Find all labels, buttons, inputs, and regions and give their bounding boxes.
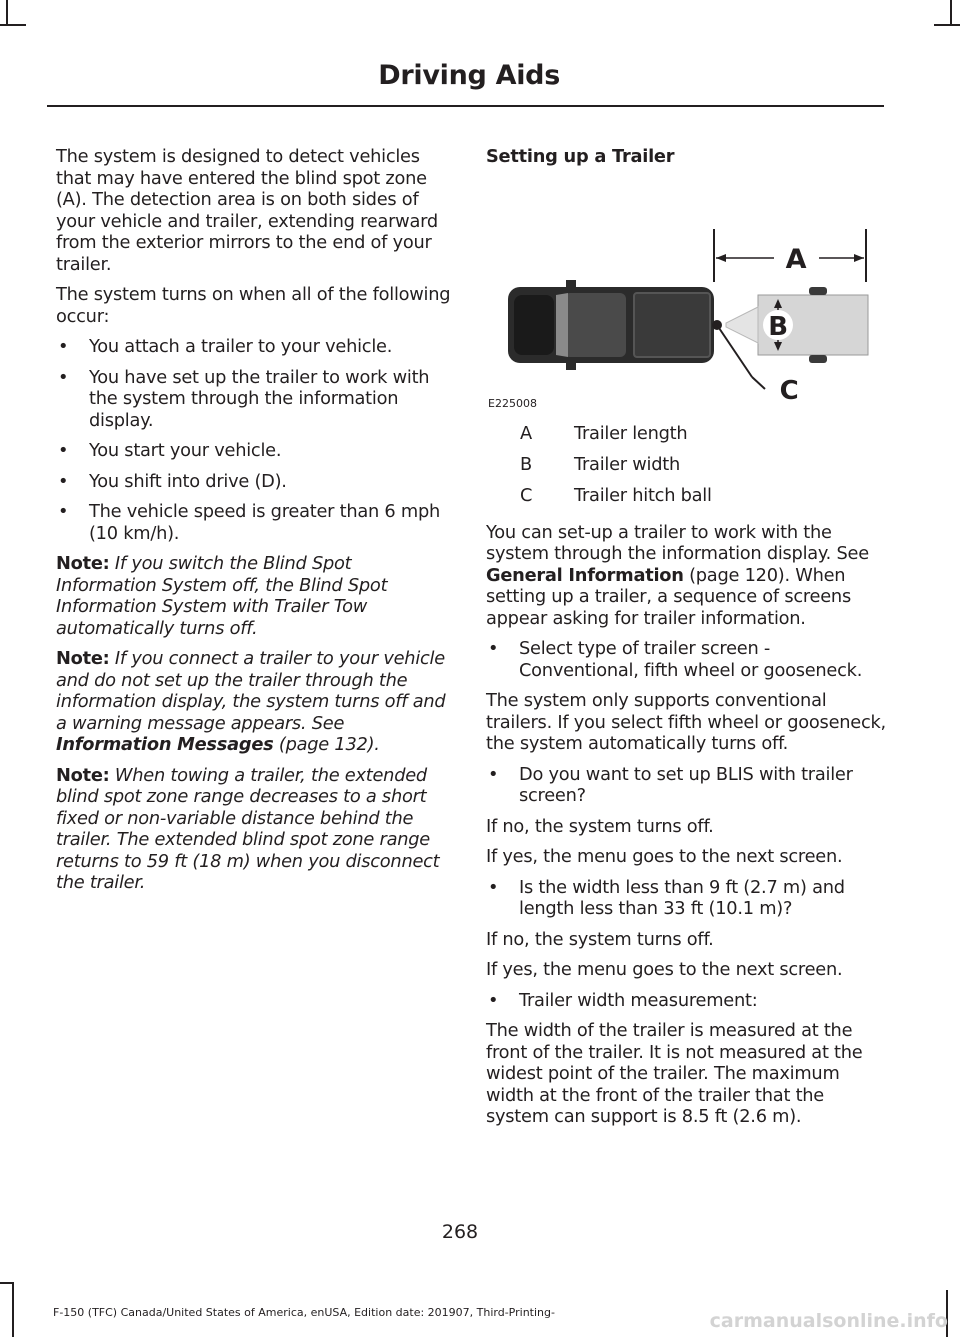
crop-mark: [934, 24, 960, 26]
if-yes-paragraph: If yes, the menu goes to the next screen.: [486, 846, 843, 867]
note-trailer-not-set-up: [56, 648, 451, 756]
section-heading: Setting up a Trailer: [486, 146, 675, 167]
crop-mark: [12, 1282, 14, 1337]
crop-mark: [6, 0, 8, 26]
truck-hood: [514, 295, 554, 355]
edition-line: F-150 (TFC) Canada/United States of America, enUSA, Edition date: 201907, Third-Printing-: [53, 1306, 555, 1319]
list-item: • You shift into drive (D).: [56, 471, 451, 493]
list-item: • You start your vehicle.: [56, 440, 451, 462]
truck-cab-roof: [564, 293, 626, 357]
note-text: If you switch the Blind Spot Information System off, the Blind Spot Information System with Trailer Tow automatically turns off.: [56, 553, 388, 639]
arrowhead: [716, 254, 726, 262]
list-item: • The vehicle speed is greater than 6 mph (10 km/h).: [56, 501, 451, 544]
note-towing-range: [56, 765, 451, 894]
list-item: • Is the width less than 9 ft (2.7 m) and length less than 33 ft (10.1 m)?: [486, 877, 886, 920]
pickup-truck: [508, 280, 714, 370]
left-column: [56, 146, 451, 903]
legend-text: Trailer hitch ball: [574, 485, 712, 507]
screen-list: [486, 877, 886, 920]
conditions-list: [56, 336, 451, 544]
note-label: Note:: [56, 648, 110, 669]
setup-text: You can set-up a trailer to work with the system through the information display. See: [486, 521, 869, 564]
screen-list: [486, 990, 886, 1012]
figure-legend: [486, 419, 886, 512]
page-title: Driving Aids: [378, 60, 560, 91]
legend-row: [486, 481, 886, 512]
list-item: • You attach a trailer to your vehicle.: [56, 336, 451, 358]
note-label: Note:: [56, 553, 110, 574]
xref-page: (page 120).: [683, 564, 790, 586]
setup-text-continued: When setting up a trailer, a sequence of screens appear asking for trailer information.: [486, 564, 851, 629]
screen-list: [486, 638, 886, 681]
trailer-diagram-svg: [486, 177, 886, 409]
crop-mark: [950, 0, 952, 26]
watermark: carmanualsonline.info: [709, 1310, 948, 1332]
legend-row: [486, 450, 886, 481]
arrowhead: [854, 254, 864, 262]
crop-mark: [0, 24, 26, 26]
legend-letter: B: [520, 454, 532, 476]
xref-page: (page 132).: [273, 734, 380, 755]
conditions-intro: The system turns on when all of the following occur:: [56, 284, 451, 327]
trailer-wheel: [809, 355, 827, 363]
legend-text: Trailer length: [574, 423, 688, 445]
note-blis-off: [56, 553, 451, 639]
screen-list: [486, 764, 886, 807]
intro-paragraph: The system is designed to detect vehicles that may have entered the blind spot zone (A). The detection area is on both sides of your vehicle and trailer, extending rearward from the exterior mirrors to the end of your trailer.: [56, 146, 438, 275]
width-paragraph: The width of the trailer is measured at the front of the trailer. It is not measured at the widest point of the trailer. The maximum width at the front of the trailer that the system can support is 8.5 ft (2.6 m).: [486, 1020, 863, 1127]
truck-mirror: [566, 362, 576, 370]
right-column: [486, 146, 886, 1137]
callout-c-leader: [752, 377, 765, 389]
truck-mirror: [566, 280, 576, 288]
setup-paragraph: [486, 522, 886, 630]
list-item: • You have set up the trailer to work with the system through the information display.: [56, 367, 451, 432]
list-item: • Do you want to set up BLIS with trailer screen?: [486, 764, 886, 807]
callout-a-label: A: [785, 243, 807, 275]
legend-row: [486, 419, 886, 450]
truck-bed: [634, 293, 710, 357]
if-no-paragraph: If no, the system turns off.: [486, 815, 714, 837]
xref-information-messages[interactable]: Information Messages: [56, 734, 274, 755]
page-number: 268: [441, 1221, 479, 1243]
figure-id: E225008: [488, 396, 537, 410]
list-item: • Trailer width measurement:: [486, 990, 886, 1012]
crop-mark: [0, 1282, 14, 1284]
trailer-tongue: [726, 307, 758, 343]
if-no-paragraph: If no, the system turns off.: [486, 928, 714, 950]
list-item: • Select type of trailer screen - Conventional, fifth wheel or gooseneck.: [486, 638, 886, 681]
note-text: If you connect a trailer to your vehicle and do not set up the trailer through the information display, the system turns off and a warning message appears. See: [56, 648, 446, 734]
xref-general-information[interactable]: General Information: [486, 564, 684, 586]
note-text: When towing a trailer, the extended blind spot zone range decreases to a short fixed or non-variable distance behind the trailer. The extended blind spot zone range returns to 59 ft (18 m) when you disconnect the trailer.: [56, 764, 440, 893]
truck-windshield: [556, 293, 568, 357]
conventional-paragraph: The system only supports conventional trailers. If you select fifth wheel or gooseneck, the system automatically turns off.: [486, 690, 886, 754]
callout-b-label: B: [768, 311, 788, 342]
legend-text: Trailer width: [574, 454, 680, 476]
header-rule: [47, 105, 884, 107]
legend-letter: A: [520, 423, 532, 445]
trailer-wheel: [809, 287, 827, 295]
trailer: [726, 287, 868, 363]
if-yes-paragraph: If yes, the menu goes to the next screen.: [486, 959, 843, 980]
note-label: Note:: [56, 764, 110, 786]
legend-letter: C: [520, 485, 533, 507]
callout-c-label: C: [779, 375, 799, 406]
trailer-diagram: [486, 177, 886, 409]
